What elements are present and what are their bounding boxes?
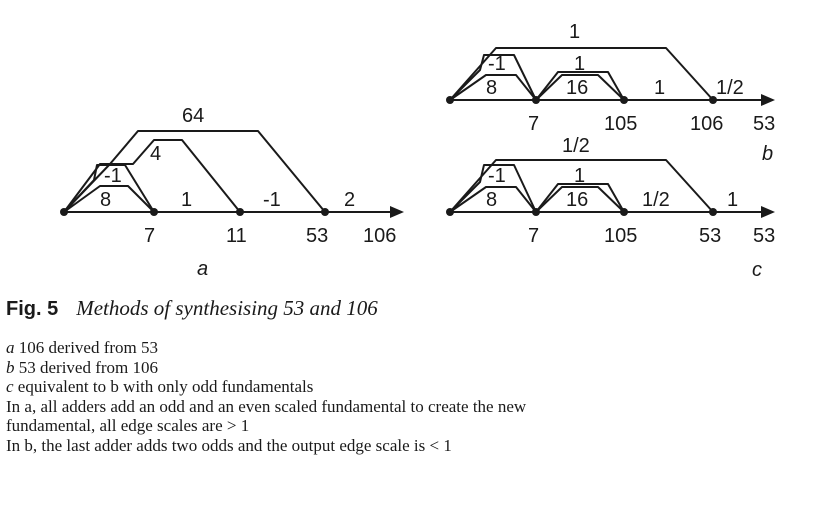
panel-c-node-105 <box>620 208 628 216</box>
panel-b-label-1-outer: 1 <box>569 21 581 43</box>
figure-caption <box>6 296 827 321</box>
panel-a-arrowhead <box>390 206 404 218</box>
note-c <box>6 377 827 397</box>
panel-c-label-minus1: -1 <box>488 165 506 187</box>
panel-c-diagram <box>446 135 775 281</box>
panel-b-label-1-top: 1 <box>574 53 586 75</box>
panel-b-arrowhead <box>761 94 775 106</box>
panel-b-node-7 <box>532 96 540 104</box>
panel-c-label-half-outer: 1/2 <box>562 135 590 157</box>
note-a-text: 106 derived from 53 <box>14 338 159 357</box>
panel-b-label-1: 1 <box>654 77 666 99</box>
panel-c-label-16: 16 <box>566 189 589 211</box>
panel-a-node-label-11: 11 <box>226 225 247 247</box>
panel-c-letter: c <box>752 259 762 281</box>
panel-c-arrowhead <box>761 206 775 218</box>
note-a-prefix: a <box>6 338 15 357</box>
note-b-text: 53 derived from 106 <box>14 357 159 377</box>
panel-b-diagram <box>446 21 775 165</box>
figure-notes <box>6 338 827 456</box>
panel-a-node-source <box>60 208 68 216</box>
panel-b-node-105 <box>620 96 628 104</box>
panel-b-node-label-106: 106 <box>690 113 724 135</box>
panel-b-label-minus1: -1 <box>488 53 506 75</box>
panel-c-node-label-7: 7 <box>528 225 540 247</box>
panel-c-label-8: 8 <box>486 189 498 211</box>
panel-a-label-8: 8 <box>100 189 112 211</box>
panel-b-label-8: 8 <box>486 77 498 99</box>
panel-a-node-label-7: 7 <box>144 225 156 247</box>
figure-title: Methods of synthesising 53 and 106 <box>76 296 378 320</box>
panel-c-node-53 <box>709 208 717 216</box>
note-b <box>6 358 827 378</box>
panel-a-label-minus1: -1 <box>104 165 122 187</box>
panel-b-label-half: 1/2 <box>716 77 744 99</box>
panel-a-node-7 <box>150 208 158 216</box>
panel-c-node-label-53-out: 53 <box>753 225 776 247</box>
figure-number: Fig. 5 <box>6 298 59 320</box>
panel-c-node-label-53: 53 <box>699 225 722 247</box>
panel-b-letter: b <box>762 143 774 165</box>
panel-a-label-64: 64 <box>182 105 205 127</box>
note-c-text: equivalent to b with only odd fundamentals <box>13 377 314 397</box>
panel-c-node-label-105: 105 <box>604 225 638 247</box>
panel-a-node-53 <box>321 208 329 216</box>
panel-a-label-4: 4 <box>150 143 162 165</box>
panel-a-diagram <box>60 105 404 280</box>
panel-a-node-11 <box>236 208 244 216</box>
panel-b-label-16: 16 <box>566 77 589 99</box>
note-line-5: fundamental, all edge scales are > 1 <box>6 416 250 436</box>
panel-c-label-1-top: 1 <box>574 165 586 187</box>
panel-c-node-source <box>446 208 454 216</box>
panel-b-node-source <box>446 96 454 104</box>
note-line-6: In b, the last adder adds two odds and the output edge scale is < 1 <box>6 435 452 455</box>
panel-a-label-minus1-b: -1 <box>263 189 281 211</box>
panel-b-node-label-7: 7 <box>528 113 540 135</box>
panel-c-label-half: 1/2 <box>642 189 670 211</box>
panel-c-node-7 <box>532 208 540 216</box>
panel-a-node-label-53: 53 <box>306 225 329 247</box>
panel-b-node-label-105: 105 <box>604 113 638 135</box>
note-line-4: In a, all adders add an odd and an even scaled fundamental to create the new <box>6 396 527 416</box>
panel-a-label-2: 2 <box>344 189 356 211</box>
panel-c-label-1: 1 <box>727 189 739 211</box>
panel-a-node-label-106: 106 <box>363 225 397 247</box>
panel-b-node-label-53: 53 <box>753 113 776 135</box>
note-b-prefix: b <box>6 357 15 377</box>
panel-a-label-1: 1 <box>181 189 193 211</box>
note-c-prefix: c <box>6 377 14 397</box>
panel-a-letter: a <box>197 258 209 280</box>
note-a <box>6 338 827 358</box>
